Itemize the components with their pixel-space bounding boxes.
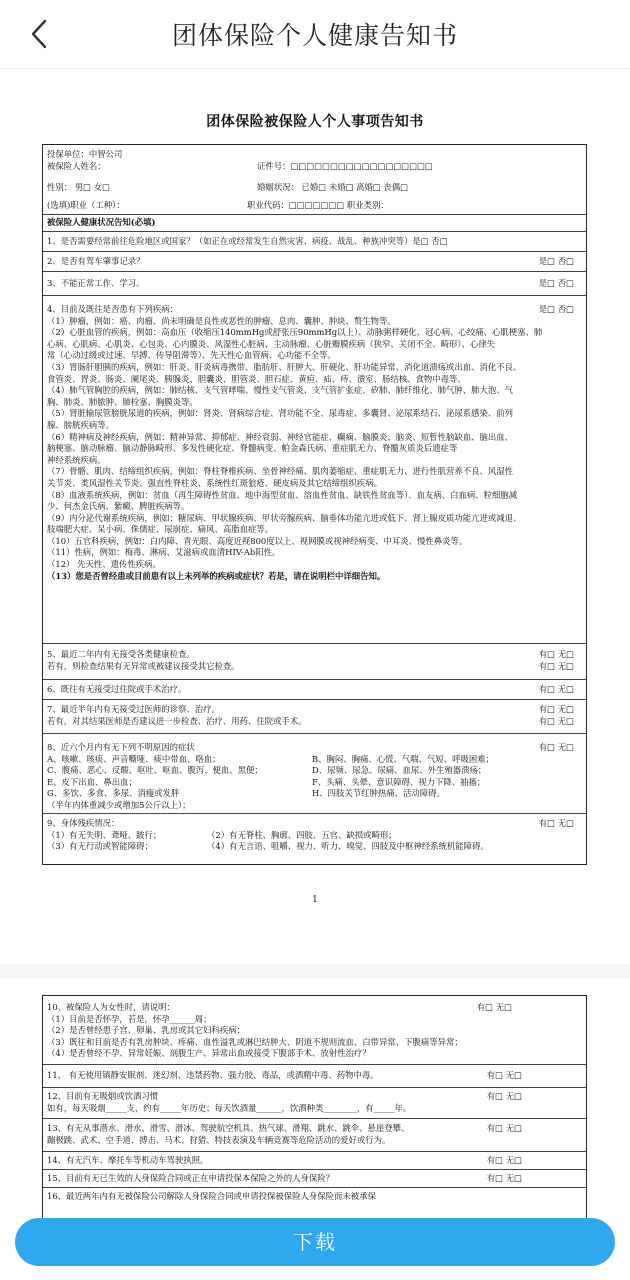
question-3: 3、不能正常工作、学习。 是□ 否□	[43, 272, 586, 296]
question-10-female: 10、被保险人为女性时，请说明： 有□ 无□ （1）目前是否怀孕，若是，怀孕______周； （2）是否曾经患子宫、卵巢、乳房或其它妇科疾病； （3）既往和目前是否有乳房肿块、疼痛、血性溢乳或淋巴结肿大、阴道不规则流血、白带异常、下腹痛等异常； （4）是否曾经不孕、异常妊娠、剖腹生产、异常出血或接受下腹部手术、放射性治疗？	[43, 996, 586, 1065]
document-viewer[interactable]	[0, 69, 630, 1280]
marital-status: 婚姻状况： 已婚□ 未婚□ 离婚□ 丧偶□	[257, 182, 409, 193]
health-header: 被保险人健康状况告知(必填)	[43, 215, 586, 232]
question-4-diseases: 4、目前及既往是否患有下列疾病： 是□ 否□ （1）肿瘤，例如：癌、肉瘤、尚未明确是良性或恶性的肿瘤、息肉、囊肿、肿块、赘生物等。 （2）心脏血管的疾病，例如：高血压（收缩压140mmHg或舒张压90mmHg以上）、动脉粥样硬化、冠心病、心绞痛、心肌梗塞、肺 心病、心肌病、心肌炎、心包炎、心内膜炎、风湿性心脏病、主动脉瘤、心脏瓣膜疾病（狭窄、关闭不全、畸形）、心律失 常（心动过缓或过速、早搏、传导阻滞等）、先天性心血管病、心功能不全等。 （3）胃肠肝胆胰的疾病，例如：肝炎、肝炎病毒携带、脂肪肝、肝肿大、肝硬化、肝功能异常、消化道溃疡或出血、消化不良、 食管炎、胃炎、肠炎、阑尾炎、胰腺炎、胆囊炎、胆管炎、胆石症、黄疸、疝、痔、溃室、肠结核、食物中毒等。 （4）肺气管胸腔的疾病，例如：肺结核、支气管哮喘、慢性支气管炎、支气管扩张症、矽肺、肺纤维化、肺气肿、肺大泡、气 胸、肺炎、肺脓肿、肺栓塞、胸膜炎等。 （5）肾脏输尿管膀胱尿道的疾病，例如：肾炎、肾病综合症、肾功能不全、尿毒症、多囊肾、泌尿系结石、泌尿系感染、前列 腺、膀胱疾病等。 （6）精神病及神经疾病，例如：精神异常、抑郁症、神经衰弱、神经官能症、癫痫、脑膜炎、脑炎、短暂性脑缺血、脑出血、 脑梗塞、脑动脉瘤、脑动静脉畸形、多发性硬化症、脊髓病变、帕金森氏病、重症肌无力、脊髓灰质炎后遗症等 神经系统疾病。 （7）骨骼、肌肉、结缔组织疾病，例如：脊柱脊椎疾病、坐骨神经痛、肌肉萎缩症、重症肌无力、进行性肌营养不良、风湿性 关节炎、类风湿性关节炎、强直性脊柱炎、系统性红斑狼疮、硬皮病及其它结缔组织疾病。 （8）血液系统疾病，例如：贫血（再生障碍性贫血、地中海型贫血、溶血性贫血、缺铁性贫血等）、血友病、白血病、粒细胞减 少、何杰金氏病、紫癜、脾脏疾病等。 （9）内分泌代谢系统疾病，例如：糖尿病、甲状腺疾病、甲状旁腺疾病、脑垂体功能亢进或低下、肾上腺皮质功能亢进或减退、 肢端肥大症、呆小病、侏儒症、尿崩症、痛风、高脂血症等。 （10）五官科疾病，例如：白内障、青光眼、高度近视800度以上、视网膜或视神经病变、中耳炎、慢性鼻炎等。 （11）性病，例如：梅毒、淋病、艾滋病或血清HIV-Ab阳性。 （12） 先天性、遗传性疾病。 （13）您是否曾经患或目前患有以上未列举的疾病或症状？若是，请在说明栏中详细告知。	[43, 296, 586, 644]
notice-form-page-1	[42, 144, 587, 865]
question-8-symptoms: 8、近六个月内有无下列不明原因的症状 有□ 无□ A、咳嗽、咳痰、声音嘶哑、痰中带血、咯血； B、胸闷、胸痛、心慌、气喘、气短、呼吸困难； C、腹痛、恶心、反酸、呕吐、呕血、腹泻、便血、黑便； D、尿频、尿急、尿痛、血尿、外生殖器溃疡； E、皮下出血、鼻出血； F、头痛、头晕、意识障碍、视力下降、抽搐； G、多饮、多食、多尿、消瘦或发胖 H、四肢关节红肿热痛、活动障碍。 （半年内体重减少或增加5公斤以上）；	[43, 734, 586, 814]
page-title: 团体保险个人健康告知书	[171, 21, 458, 50]
question-13: 13、有无从事潜水、滑水、滑雪、滑冰、驾驶航空机具、热气球、滑翔、跳水、跳伞、悬崖登攀、 有□ 无□ 蹦极跳、武术、空手道、搏击、马术、狩猎、特技表演及车辆竞赛等危险活动的爱好或行为。	[43, 1119, 586, 1152]
has-none-checkbox: 有□ 无□	[538, 649, 574, 659]
yes-no-checkbox: 是□ 否□	[538, 304, 574, 314]
has-none-checkbox: 有□ 无□	[538, 684, 574, 694]
insured-unit: 投保单位：中智公司	[47, 149, 123, 159]
has-none-checkbox: 有□ 无□	[538, 660, 574, 671]
notice-form-page-2	[42, 995, 587, 1225]
id-number: 证件号：□□□□□□□□□□□□□□□□□□	[257, 160, 433, 171]
yes-no-checkbox: 是□ 否□	[538, 256, 574, 266]
question-6: 6、既往有无接受过住院或手术治疗。 有□ 无□	[43, 680, 586, 700]
question-14: 14、有无汽车、摩托车等机动车驾驶执照。 有□ 无□	[43, 1152, 586, 1170]
has-none-checkbox: 有□ 无□	[538, 818, 574, 828]
question-16: 16、最近两年内有无被保险公司解除人身保险合同或申请投保被保险人身保险而未被承保	[47, 1191, 376, 1201]
question-9-disability: 9、身体残疾情况： 有□ 无□ （1）有无失明、聋哑、跛行； （2）有无脊柱、胸廓、四肢、五官、缺损或畸形； （3）有无行动或智能障碍； （4）有无言语、咀嚼、视力、听力、嗅觉、四肢及中枢神经系统机能障碍。	[47, 818, 574, 852]
yes-no-checkbox: 是□ 否□	[538, 278, 574, 288]
has-none-checkbox: 有□ 无□	[476, 1002, 512, 1012]
document-title: 团体保险被保险人个人事项告知书	[206, 114, 424, 130]
gender-field: 性别： 男□ 女□	[47, 182, 111, 193]
has-none-checkbox: 有□ 无□	[486, 1155, 522, 1165]
question-12: 12、目前有无吸烟或饮酒习惯 有□ 无□ 如有，每天吸烟_____支，约有_____年历史；每天饮酒量______，饮酒种类________，有_____年。	[43, 1088, 586, 1119]
basic-info-section	[43, 145, 586, 215]
question-15: 15、目前有无已生效的人身保险合同或正在申请投保本保险之外的人身保险？ 有□ 无□	[43, 1170, 586, 1188]
question-5: 5、最近二年内有无接受各类健康检查。 有□ 无□ 若有，则检查结果有无异常或被建议接受其它检查。 有□ 无□	[43, 644, 586, 680]
has-none-checkbox: 有□ 无□	[538, 715, 574, 726]
question-11: 11、 有无使用镇静安眠剂、迷幻剂、违禁药物、强力胶、毒品，或酒精中毒、药物中毒。 有□ 无□	[43, 1065, 586, 1088]
app-header	[0, 0, 630, 69]
has-none-checkbox: 有□ 无□	[538, 704, 574, 714]
question-1: 1、是否需要经常前往危险地区或国家？（如正在或经常发生自然灾害、病疫、战乱、种族冲突等）是□ 否□	[43, 232, 586, 252]
insured-name: 被保险人姓名：	[47, 160, 106, 171]
download-button[interactable]: 下载	[15, 1218, 615, 1266]
has-none-checkbox: 有□ 无□	[486, 1091, 522, 1101]
page-number: 1	[312, 895, 318, 905]
question-7: 7、最近半年内有无接受过医师的诊察、治疗。 有□ 无□ 若有，对其结果医师是否建议进一步检查、治疗、用药、住院或手术。 有□ 无□	[43, 700, 586, 734]
occupation-code: 职业代码：□□□□□□□ 职业类别：	[247, 199, 389, 210]
has-none-checkbox: 有□ 无□	[486, 1123, 522, 1133]
document-page-1	[0, 69, 630, 964]
question-2: 2、是否有驾车肇事记录？ 是□ 否□	[43, 252, 586, 272]
has-none-checkbox: 有□ 无□	[486, 1173, 522, 1183]
occupation-field: (选填)职业（工种）：	[47, 199, 125, 210]
has-none-checkbox: 有□ 无□	[486, 1070, 522, 1080]
has-none-checkbox: 有□ 无□	[538, 742, 574, 752]
